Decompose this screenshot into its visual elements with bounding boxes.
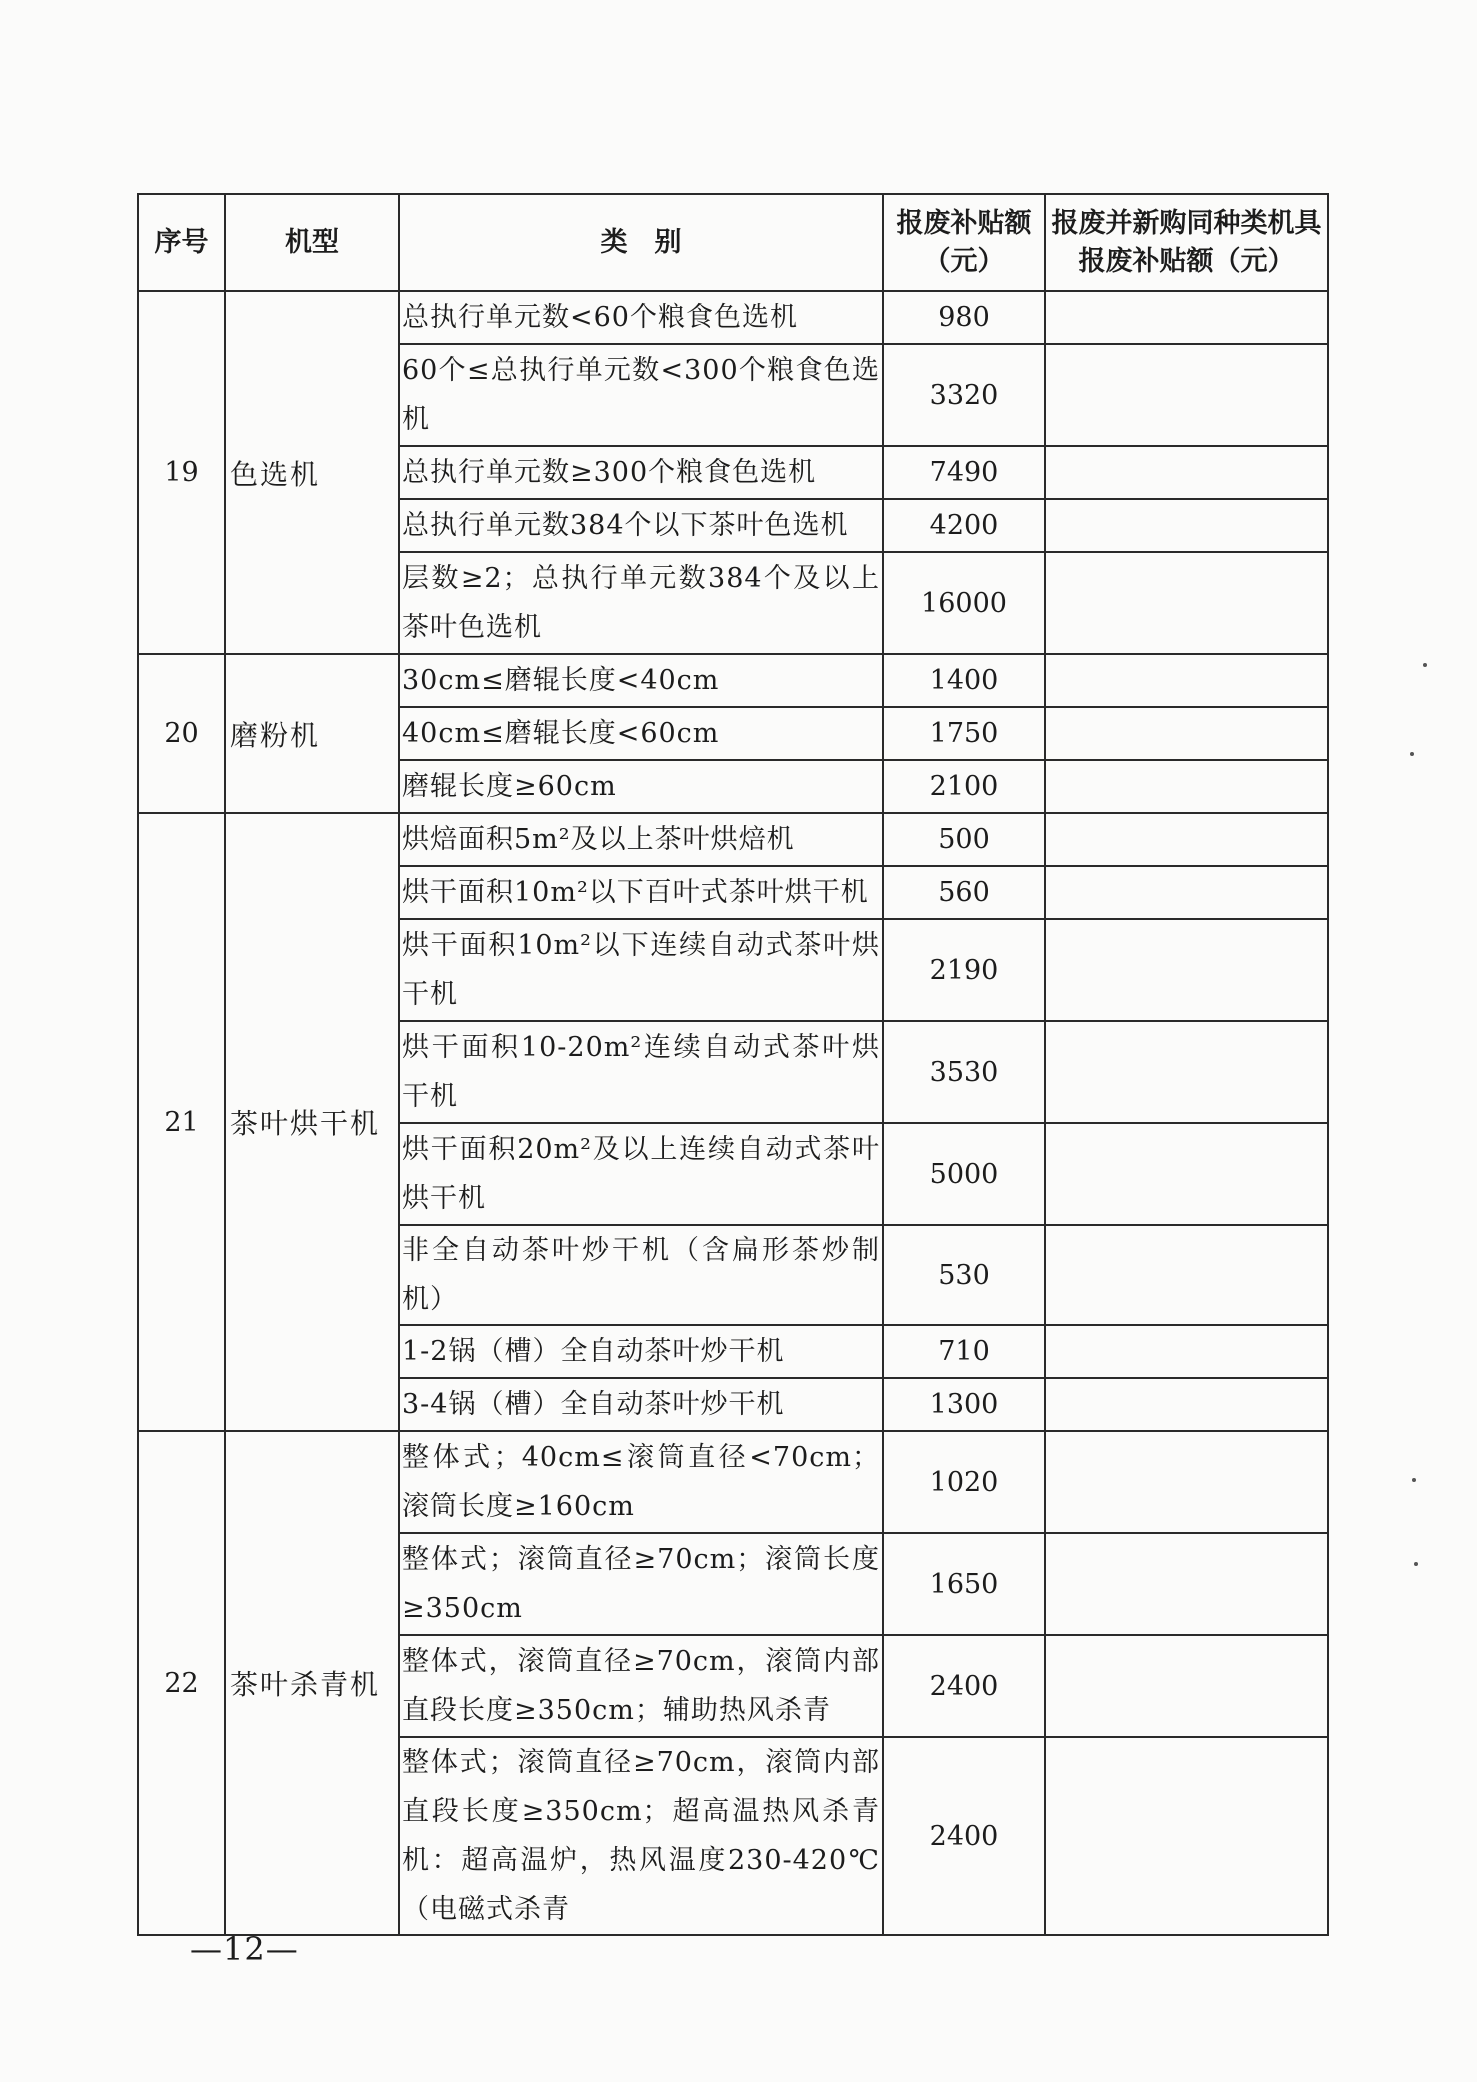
- subsidy-table: [137, 193, 1329, 1936]
- header-subsidy: 报废补贴额（元）: [883, 194, 1045, 291]
- row-new-purchase-cell: [1045, 344, 1328, 446]
- table-row: [138, 1431, 1328, 1533]
- header-category: 类 别: [399, 194, 883, 291]
- row-amount: 560: [883, 866, 1045, 919]
- row-amount: 2100: [883, 760, 1045, 813]
- row-category: 40cm≤磨辊长度<60cm: [399, 707, 883, 760]
- group-model: 色选机: [225, 291, 399, 654]
- row-amount: 500: [883, 813, 1045, 866]
- row-category: 层数≥2；总执行单元数384个及以上茶叶色选机: [399, 552, 883, 654]
- row-new-purchase-cell: [1045, 919, 1328, 1021]
- row-new-purchase-cell: [1045, 552, 1328, 654]
- row-amount: 1020: [883, 1431, 1045, 1533]
- row-amount: 1300: [883, 1378, 1045, 1431]
- row-category: 3-4锅（槽）全自动茶叶炒干机: [399, 1378, 883, 1431]
- row-new-purchase-cell: [1045, 1431, 1328, 1533]
- row-category: 磨辊长度≥60cm: [399, 760, 883, 813]
- row-category: 1-2锅（槽）全自动茶叶炒干机: [399, 1325, 883, 1378]
- row-new-purchase-cell: [1045, 760, 1328, 813]
- row-new-purchase-cell: [1045, 866, 1328, 919]
- group-seq: 21: [138, 813, 225, 1431]
- row-category: 烘干面积10m²以下百叶式茶叶烘干机: [399, 866, 883, 919]
- header-model: 机型: [225, 194, 399, 291]
- row-new-purchase-cell: [1045, 1021, 1328, 1123]
- row-category: 烘干面积10-20m²连续自动式茶叶烘干机: [399, 1021, 883, 1123]
- row-amount: 2190: [883, 919, 1045, 1021]
- row-amount: 3320: [883, 344, 1045, 446]
- row-category: 整体式；滚筒直径≥70cm，滚筒内部直段长度≥350cm；超高温热风杀青机：超高温炉，热风温度230-420℃（电磁式杀青: [399, 1737, 883, 1935]
- row-amount: 5000: [883, 1123, 1045, 1225]
- table-header-row: [138, 194, 1328, 291]
- row-new-purchase-cell: [1045, 1378, 1328, 1431]
- row-amount: 530: [883, 1225, 1045, 1325]
- row-category: 60个≤总执行单元数<300个粮食色选机: [399, 344, 883, 446]
- row-new-purchase-cell: [1045, 1123, 1328, 1225]
- table-row: [138, 654, 1328, 707]
- row-new-purchase-cell: [1045, 1325, 1328, 1378]
- row-category: 总执行单元数<60个粮食色选机: [399, 291, 883, 344]
- group-seq: 22: [138, 1431, 225, 1935]
- row-category: 总执行单元数384个以下茶叶色选机: [399, 499, 883, 552]
- row-new-purchase-cell: [1045, 1635, 1328, 1737]
- row-category: 烘干面积20m²及以上连续自动式茶叶烘干机: [399, 1123, 883, 1225]
- row-new-purchase-cell: [1045, 813, 1328, 866]
- row-category: 总执行单元数≥300个粮食色选机: [399, 446, 883, 499]
- scan-speck: [1410, 752, 1414, 756]
- group-model: 茶叶杀青机: [225, 1431, 399, 1935]
- row-amount: 2400: [883, 1737, 1045, 1935]
- row-category: 烘干面积10m²以下连续自动式茶叶烘干机: [399, 919, 883, 1021]
- header-seq: 序号: [138, 194, 225, 291]
- row-amount: 710: [883, 1325, 1045, 1378]
- row-new-purchase-cell: [1045, 291, 1328, 344]
- row-amount: 16000: [883, 552, 1045, 654]
- row-new-purchase-cell: [1045, 654, 1328, 707]
- row-category: 烘焙面积5m²及以上茶叶烘焙机: [399, 813, 883, 866]
- row-new-purchase-cell: [1045, 1737, 1328, 1935]
- row-new-purchase-cell: [1045, 707, 1328, 760]
- row-category: 30cm≤磨辊长度<40cm: [399, 654, 883, 707]
- row-amount: 1650: [883, 1533, 1045, 1635]
- row-amount: 980: [883, 291, 1045, 344]
- row-amount: 1400: [883, 654, 1045, 707]
- table-row: [138, 813, 1328, 866]
- row-category: 整体式；40cm≤滚筒直径<70cm；滚筒长度≥160cm: [399, 1431, 883, 1533]
- row-new-purchase-cell: [1045, 446, 1328, 499]
- scan-speck: [1414, 1562, 1418, 1566]
- row-amount: 2400: [883, 1635, 1045, 1737]
- row-amount: 1750: [883, 707, 1045, 760]
- group-seq: 20: [138, 654, 225, 813]
- table-row: [138, 291, 1328, 344]
- page-number: —12—: [190, 1930, 299, 1968]
- row-amount: 7490: [883, 446, 1045, 499]
- scan-speck: [1423, 663, 1427, 667]
- row-new-purchase-cell: [1045, 1533, 1328, 1635]
- row-new-purchase-cell: [1045, 499, 1328, 552]
- scan-speck: [1412, 1478, 1416, 1482]
- row-category: 整体式；滚筒直径≥70cm；滚筒长度≥350cm: [399, 1533, 883, 1635]
- row-amount: 4200: [883, 499, 1045, 552]
- row-category: 整体式，滚筒直径≥70cm，滚筒内部直段长度≥350cm；辅助热风杀青: [399, 1635, 883, 1737]
- group-model: 茶叶烘干机: [225, 813, 399, 1431]
- group-model: 磨粉机: [225, 654, 399, 813]
- row-new-purchase-cell: [1045, 1225, 1328, 1325]
- subsidy-table-sheet: [137, 193, 1327, 1936]
- header-new-purchase: 报废并新购同种类机具报废补贴额（元）: [1045, 194, 1328, 291]
- row-category: 非全自动茶叶炒干机（含扁形茶炒制机）: [399, 1225, 883, 1325]
- group-seq: 19: [138, 291, 225, 654]
- row-amount: 3530: [883, 1021, 1045, 1123]
